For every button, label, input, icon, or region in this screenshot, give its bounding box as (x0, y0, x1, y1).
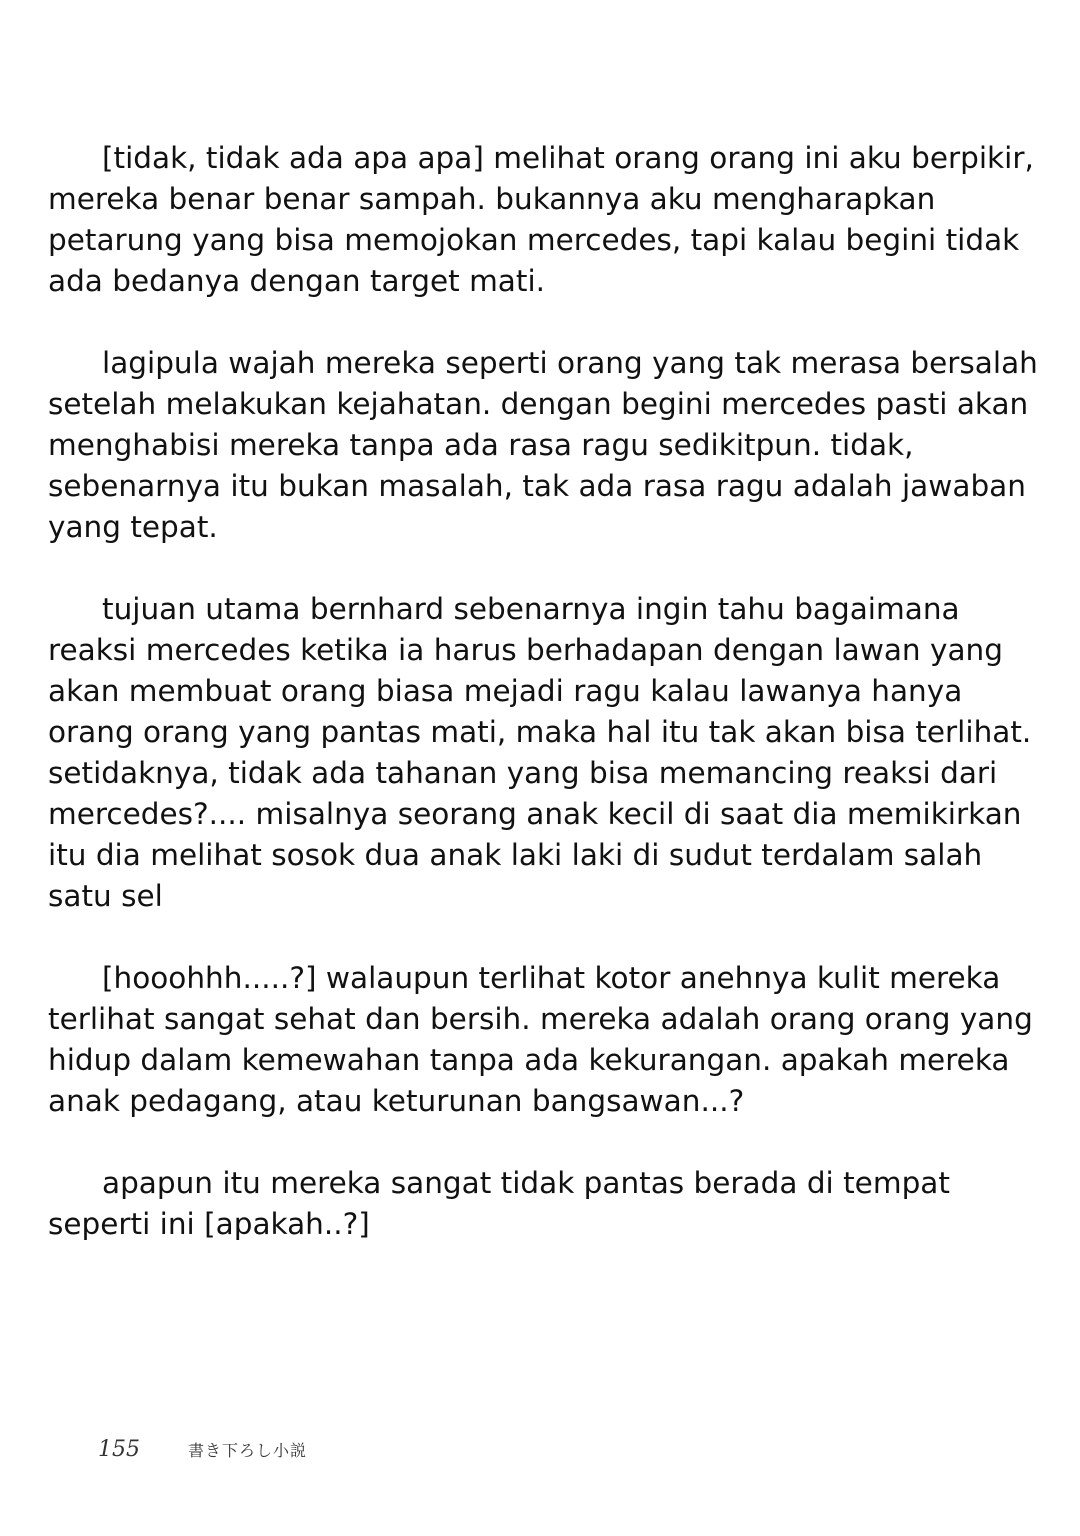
paragraph-1: [tidak, tidak ada apa apa] melihat orang orang ini aku berpikir, mereka benar benar sampah. bukannya aku mengharapkan petarung yang bisa memojokan mercedes, tapi kalau begini tidak ada bedanya dengan target mati. (48, 141, 1034, 298)
running-title: 書き下ろし小説 (188, 1441, 308, 1460)
paragraph-2: lagipula wajah mereka seperti orang yang tak merasa bersalah setelah melakukan kejahatan. dengan begini mercedes pasti akan menghabisi mereka tanpa ada rasa ragu sedikitpun. tidak, sebenarnya itu bukan masalah, tak ada rasa ragu adalah jawaban yang tepat. (48, 346, 1038, 544)
paragraph-4: [hooohhh.....?] walaupun terlihat kotor anehnya kulit mereka terlihat sangat sehat dan bersih. mereka adalah orang orang yang hidup dalam kemewahan tanpa ada kekurangan. apakah mereka anak pedagang, atau keturunan bangsawan...? (48, 961, 1033, 1118)
paragraph-5: apapun itu mereka sangat tidak pantas berada di tempat seperti ini [apakah..?] (48, 1166, 950, 1241)
body-text (48, 138, 1048, 1286)
paragraph-3: tujuan utama bernhard sebenarnya ingin tahu bagaimana reaksi mercedes ketika ia harus berhadapan dengan lawan yang akan membuat orang biasa mejadi ragu kalau lawanya hanya orang orang yang pantas mati, maka hal itu tak akan bisa terlihat. setidaknya, tidak ada tahanan yang bisa memancing reaksi dari mercedes?.... misalnya seorang anak kecil di saat dia memikirkan itu dia melihat sosok dua anak laki laki di sudut terdalam salah satu sel (48, 592, 1032, 913)
page-number: 155 (98, 1437, 140, 1462)
page-footer (98, 1437, 307, 1462)
